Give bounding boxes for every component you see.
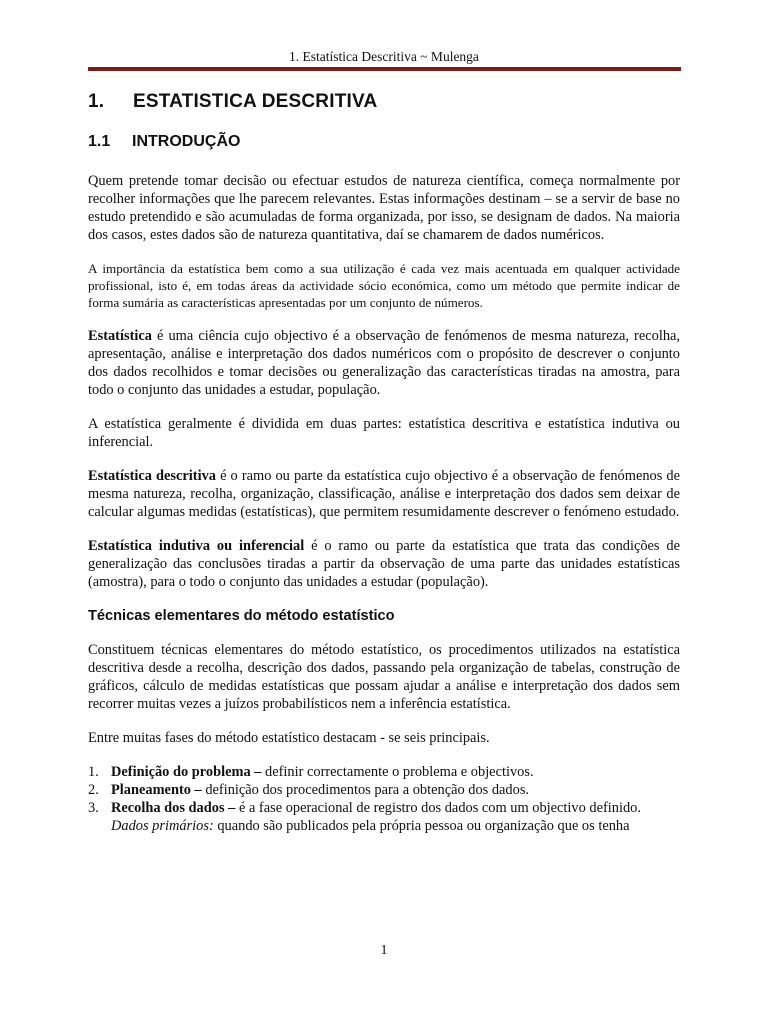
paragraph-techniques: Constituem técnicas elementares do método estatístico, os procedimentos utilizados na estatística descritiva desde a recolha, descrição dos dados, passando pela organização de tabelas, construção de gráficos, cálculo de medidas estatísticas que possam ajudar a análise e interpretação dos dados sem recorrer muitas vezes a juízos probabilísticos nem a inferência estatística. — [88, 642, 680, 712]
section-title: INTRODUÇÃO — [132, 133, 241, 150]
header-rule — [88, 67, 681, 71]
definition-statistics: é uma ciência cujo objectivo é a observação de fenómenos de mesma natureza, recolha, apresentação, análise e interpretação dos dados numéricos com o propósito de descrever o conjunto dos dados recolhidos e tomar decisões ou generalização das características tiradas na amostra, para todo o conjunto das unidades a estudar, população. — [88, 328, 680, 398]
chapter-number: 1. — [88, 91, 105, 112]
list-item: 3. Recolha dos dados – é a fase operacional de registro dos dados com um objectivo definido. Dados primários: quando são publicados pela própria pessoa ou organização que os tenha — [88, 800, 641, 834]
page-number: 1 — [380, 943, 388, 958]
subheading-techniques: Técnicas elementares do método estatístico — [88, 608, 395, 624]
list-item: 2. Planeamento – definição dos procedimentos para a obtenção dos dados. — [88, 782, 530, 798]
term-primary-data: Dados primários: — [111, 818, 214, 834]
paragraph-inferential — [88, 537, 680, 591]
term-descriptive: Estatística descritiva — [88, 468, 216, 484]
definition-descriptive: é o ramo ou parte da estatística cujo objectivo é a observação de fenómenos de mesma natureza, recolha, organização, classificação, análise e interpretação dos dados sem deixar de calcular algumas medidas (estatísticas), que permitem resumidamente descrever o fenómeno estudado. — [88, 468, 680, 520]
paragraph-definition-statistics — [88, 327, 680, 399]
paragraph-descriptive — [88, 467, 680, 521]
paragraph-phases-intro: Entre muitas fases do método estatístico destacam - se seis principais. — [88, 730, 490, 746]
term-inferential: Estatística indutiva ou inferencial — [88, 538, 305, 554]
paragraph-intro: Quem pretende tomar decisão ou efectuar estudos de natureza científica, começa normalmente por recolher informações que lhe parecem relevantes. Estas informações destinam – se a servir de base no estudo pretendido e são acumuladas de forma organizada, por isso, se designam de dados. Na maioria dos casos, estes dados são de natureza quantitativa, daí se chamarem de dados numéricos. — [88, 173, 680, 243]
paragraph-divisions: A estatística geralmente é dividida em duas partes: estatística descritiva e estatística indutiva ou inferencial. — [88, 416, 680, 450]
term-statistics: Estatística — [88, 328, 152, 344]
phases-list — [88, 763, 680, 835]
section-number: 1.1 — [88, 133, 111, 150]
page-content — [88, 90, 680, 835]
definition-inferential: é o ramo ou parte da estatística que trata das condições de generalização das conclusões tiradas a partir da observação de uma parte das unidades estatísticas (amostra), para o todo o conjunto das unidades a estudar (população). — [88, 538, 680, 590]
section-heading — [88, 132, 680, 152]
paragraph-importance: A importância da estatística bem como a sua utilização é cada vez mais acentuada em qualquer actividade profissional, isto é, em todas áreas da actividade sócio económica, como um método que permite indicar de forma sumária as características apresentadas por um conjunto de números. — [88, 261, 680, 310]
list-item: 1. Definição do problema – definir correctamente o problema e objectivos. — [88, 764, 534, 780]
running-header: 1. Estatística Descritiva ~ Mulenga — [289, 49, 479, 64]
chapter-title: ESTATISTICA DESCRITIVA — [133, 91, 378, 112]
chapter-heading — [88, 90, 680, 114]
